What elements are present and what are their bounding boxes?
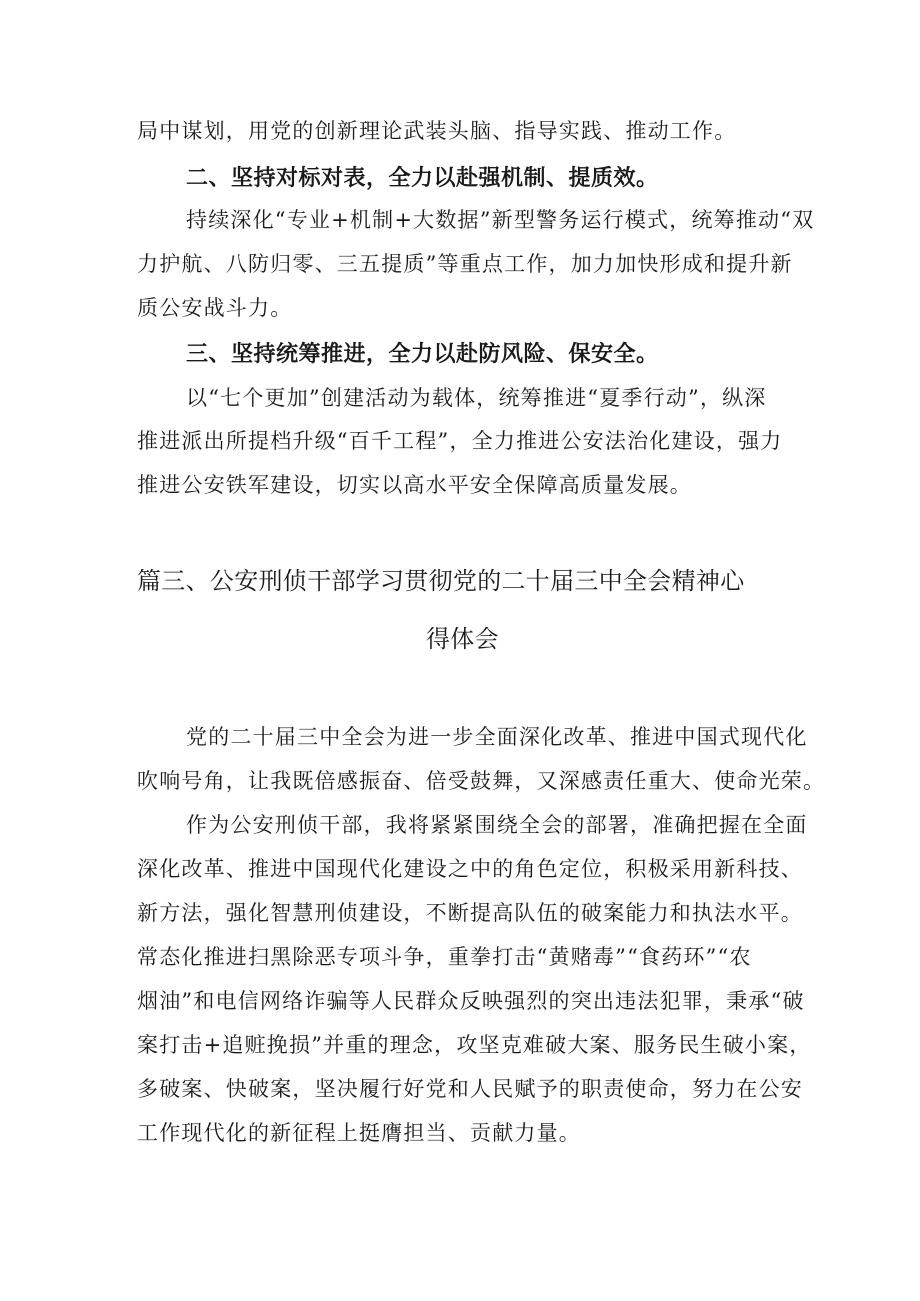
article-title-line-2: 得体会 bbox=[426, 625, 499, 653]
article-title-line-1: 篇三、公安刑侦干部学习贯彻党的二十届三中全会精神心 bbox=[137, 567, 745, 595]
paragraph-line: 持续深化“专业+机制+大数据”新型警务运行模式，统筹推动“双 bbox=[186, 208, 815, 232]
paragraph-line: 新方法，强化智慧刑侦建设，不断提高队伍的破案能力和执法水平。 bbox=[137, 901, 803, 925]
paragraph-line: 作为公安刑侦干部，我将紧紧围绕全会的部署，准确把握在全面 bbox=[186, 813, 808, 837]
paragraph-line: 深化改革、推进中国现代化建设之中的角色定位，积极采用新科技、 bbox=[137, 857, 803, 881]
section-heading-3: 三、坚持统筹推进，全力以赴防风险、保安全。 bbox=[186, 342, 659, 367]
section-heading-2: 二、坚持对标对表，全力以赴强机制、提质效。 bbox=[186, 166, 659, 191]
paragraph-line: 推进派出所提档升级“百千工程”，全力推进公安法治化建设，强力 bbox=[137, 429, 783, 453]
paragraph-line: 工作现代化的新征程上挺膺担当、贡献力量。 bbox=[137, 1121, 581, 1145]
paragraph-line: 质公安战斗力。 bbox=[137, 296, 293, 320]
paragraph-line: 案打击+追赃挽损”并重的理念，攻坚克难破大案、服务民生破小案， bbox=[137, 1033, 812, 1057]
paragraph-line: 常态化推进扫黑除恶专项斗争，重拳打击“黄赌毒”“食药环”“农 bbox=[137, 945, 752, 969]
paragraph-line: 烟油”和电信网络诈骗等人民群众反映强烈的突出违法犯罪，秉承“破 bbox=[137, 989, 805, 1013]
paragraph-line: 以“七个更加”创建活动为载体，统筹推进“夏季行动”，纵深 bbox=[186, 386, 767, 410]
paragraph-line: 党的二十届三中全会为进一步全面深化改革、推进中国式现代化 bbox=[186, 725, 808, 749]
paragraph-line: 推进公安铁军建设，切实以高水平安全保障高质量发展。 bbox=[137, 473, 692, 497]
paragraph-line: 力护航、八防归零、三五提质”等重点工作，加力加快形成和提升新 bbox=[137, 252, 793, 276]
paragraph-line: 吹响号角，让我既倍感振奋、倍受鼓舞，又深感责任重大、使命光荣。 bbox=[137, 769, 826, 793]
paragraph-line: 多破案、快破案，坚决履行好党和人民赋予的职责使命，努力在公安 bbox=[137, 1077, 803, 1101]
paragraph-line: 局中谋划，用党的创新理论武装头脑、指导实践、推动工作。 bbox=[137, 119, 737, 143]
